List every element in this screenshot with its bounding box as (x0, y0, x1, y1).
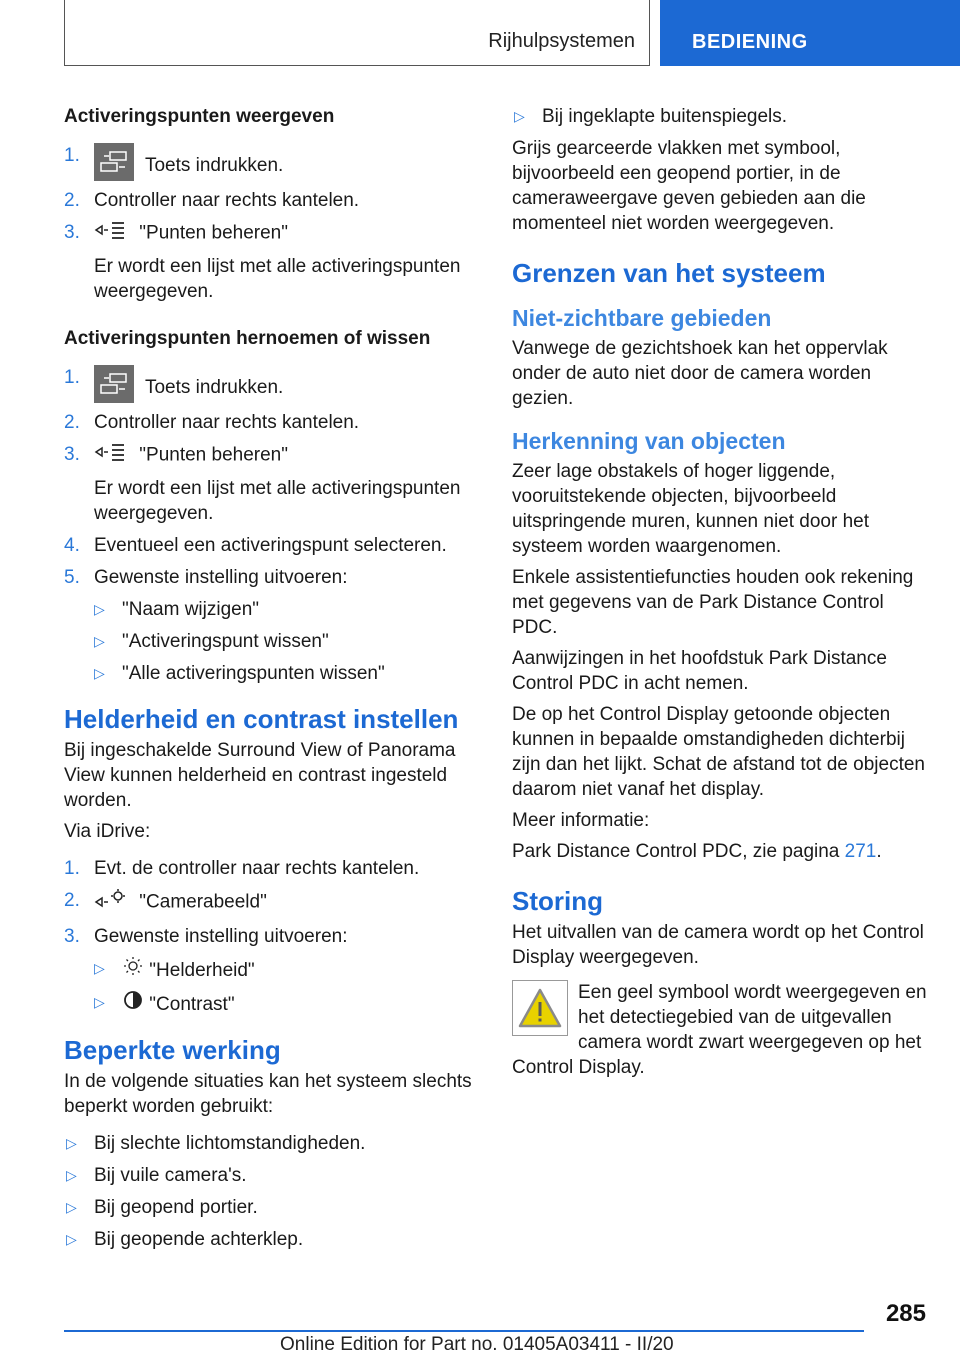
step-text: Gewenste instelling uitvoeren: (94, 567, 348, 588)
step-number: 3. (64, 444, 80, 465)
heading-show-points: Activeringspunten weergeven (64, 106, 335, 127)
step-number: 1. (64, 858, 80, 879)
triangle-bullet-icon: ▷ (66, 1199, 77, 1215)
step-number: 3. (64, 926, 80, 947)
paragraph: Bij ingeschakelde Surround View of Panorama View kunnen helderheid en contrast ingesteld worden. (64, 740, 456, 811)
step-continuation: Er wordt een lijst met alle activeringspunten weergegeven. (94, 478, 461, 524)
limit-text: Bij slechte lichtomstandigheden. (94, 1133, 366, 1154)
right-column (512, 104, 932, 1080)
paragraph: Het uitvallen van de camera wordt op het Control Display weergegeven. (512, 922, 924, 968)
step-item (64, 565, 480, 590)
option-text: "Helderheid" (149, 960, 255, 981)
step-number: 5. (64, 567, 80, 588)
step-text: Toets indrukken. (144, 377, 284, 398)
step-number: 2. (64, 190, 80, 211)
warning-note (512, 980, 932, 1080)
paragraph: Vanwege de gezichtshoek kan het oppervlak onder de auto niet door de camera worden gezien. (512, 338, 888, 409)
step-number: 1. (64, 145, 80, 166)
step-item (64, 856, 480, 881)
triangle-bullet-icon: ▷ (66, 1167, 77, 1183)
warning-text: Een geel symbool wordt weergegeven en het detectiegebied van de uitgevallen camera wordt zwart weergegeven op het (578, 982, 927, 1053)
manage-points-icon (94, 220, 126, 247)
step-text: Controller naar rechts kantelen. (94, 190, 360, 211)
limit-item (512, 104, 932, 129)
step-text: "Punten beheren" (139, 222, 288, 244)
pdc-reference-end: . (876, 841, 882, 862)
step-continuation: Er wordt een lijst met alle activeringspunten weergegeven. (94, 256, 461, 302)
step-item (64, 410, 480, 435)
warning-text-tail: Control Display. (512, 1057, 645, 1078)
paragraph: In de volgende situaties kan het systeem slechts beperkt worden gebruikt: (64, 1071, 472, 1117)
limit-item (64, 1131, 480, 1156)
limit-item (64, 1163, 480, 1188)
option-item (92, 597, 480, 622)
step-item (64, 365, 480, 403)
limit-text: Bij geopend portier. (94, 1197, 258, 1218)
heading-system-limits: Grenzen van het systeem (512, 258, 826, 288)
camera-button-icon (94, 143, 134, 181)
header-chapter-tab (660, 0, 960, 66)
step-item (64, 143, 480, 181)
triangle-bullet-icon: ▷ (66, 1231, 77, 1247)
step-number: 3. (64, 222, 80, 243)
limit-text: Bij ingeklapte buitenspiegels. (542, 106, 788, 127)
step-item (64, 442, 480, 469)
step-number: 1. (64, 367, 80, 388)
step-number: 4. (64, 535, 80, 556)
step-text: Toets indrukken. (144, 155, 284, 176)
option-text: "Contrast" (149, 994, 235, 1015)
left-column (64, 104, 480, 1259)
step-item (64, 924, 480, 949)
limit-item (64, 1227, 480, 1252)
paragraph: De op het Control Display getoonde objecten kunnen in bepaalde omstandigheden dichterbij zijn dan het lijkt. Schat de afstand tot de objecten daarom niet vanaf het display. (512, 704, 925, 800)
triangle-bullet-icon: ▷ (94, 601, 105, 617)
heading-invisible-areas: Niet-zichtbare gebieden (512, 305, 772, 331)
heading-object-detection: Herkenning van objecten (512, 428, 786, 454)
pdc-reference-text: Park Distance Control PDC, zie pagina (512, 841, 840, 862)
heading-malfunction: Storing (512, 886, 603, 916)
triangle-bullet-icon: ▷ (514, 108, 525, 124)
step-text: Eventueel een activeringspunt selecteren. (94, 535, 447, 556)
heading-brightness-contrast: Helderheid en contrast instellen (64, 704, 459, 734)
header-section-title: Rijhulpsystemen (488, 30, 635, 52)
limit-item (64, 1195, 480, 1220)
contrast-icon (122, 994, 149, 1015)
warning-triangle-icon (512, 980, 568, 1036)
step-text: Gewenste instelling uitvoeren: (94, 926, 348, 947)
step-text: Evt. de controller naar rechts kantelen. (94, 858, 420, 879)
page-number: 285 (885, 1300, 926, 1327)
triangle-bullet-icon: ▷ (94, 633, 105, 649)
step-text: Controller naar rechts kantelen. (94, 412, 360, 433)
footer-edition (280, 1334, 674, 1356)
brightness-icon (122, 960, 149, 981)
step-item (64, 220, 480, 247)
triangle-bullet-icon: ▷ (66, 1135, 77, 1151)
heading-limited-function: Beperkte werking (64, 1035, 281, 1065)
limit-text: Bij geopende achterklep. (94, 1229, 304, 1250)
option-text: "Activeringspunt wissen" (122, 631, 329, 652)
step-item (64, 888, 480, 917)
header-chapter-title: BEDIENING (692, 31, 808, 53)
footer-rule (64, 1330, 864, 1332)
heading-rename-points: Activeringspunten hernoemen of wissen (64, 328, 431, 349)
paragraph: Enkele assistentiefuncties houden ook rekening met gegevens van de Park Distance Control PDC. (512, 567, 914, 638)
triangle-bullet-icon: ▷ (94, 994, 105, 1010)
camera-button-icon (94, 365, 134, 403)
option-item (92, 990, 480, 1017)
triangle-bullet-icon: ▷ (94, 665, 105, 681)
step-item (64, 533, 480, 558)
edition-text: Online Edition for Part no. 01405A03411 - II/20 (280, 1334, 674, 1355)
step-text: "Punten beheren" (139, 444, 288, 466)
step-item (64, 188, 480, 213)
camera-settings-icon (94, 888, 126, 917)
paragraph: Meer informatie: (512, 810, 650, 831)
triangle-bullet-icon: ▷ (94, 960, 105, 976)
paragraph-pdc-reference (512, 839, 932, 864)
paragraph: Via iDrive: (64, 821, 151, 842)
option-item (92, 661, 480, 686)
option-item (92, 629, 480, 654)
manage-points-icon (94, 442, 126, 469)
step-text: "Camerabeeld" (139, 891, 267, 913)
limit-text: Bij vuile camera's. (94, 1165, 247, 1186)
paragraph: Aanwijzingen in het hoofdstuk Park Distance Control PDC in acht nemen. (512, 648, 887, 694)
paragraph: Grijs gearceerde vlakken met symbool, bijvoorbeeld een geopend portier, in de cameraweergave geven gebieden aan die momenteel niet worden weergegeven. (512, 138, 866, 234)
option-item (92, 956, 480, 983)
step-number: 2. (64, 890, 80, 911)
option-text: "Naam wijzigen" (122, 599, 260, 620)
step-number: 2. (64, 412, 80, 433)
paragraph: Zeer lage obstakels of hoger liggende, vooruitstekende objecten, bijvoorbeeld uitspringende muren, kunnen niet door het systeem worden waargenomen. (512, 461, 870, 557)
option-text: "Alle activeringspunten wissen" (122, 663, 385, 684)
page-link[interactable]: 271 (844, 841, 877, 862)
header-section-box (64, 0, 650, 66)
